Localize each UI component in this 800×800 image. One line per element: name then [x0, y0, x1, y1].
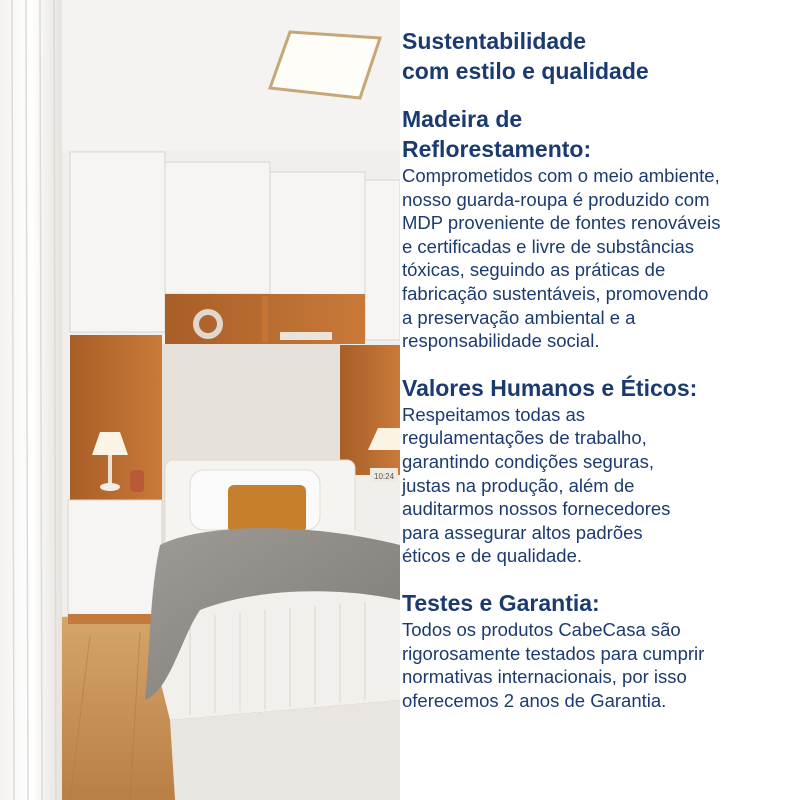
- upper-cabinet-middle: [165, 162, 270, 294]
- section-body-line: nosso guarda-roupa é produzido com: [402, 188, 710, 210]
- main-title: [402, 26, 794, 86]
- section-body-line: normativas internacionais, por isso: [402, 666, 687, 688]
- cushion: [228, 485, 306, 533]
- right-niche: [340, 345, 400, 475]
- section-body-line: justas na produção, além de: [402, 474, 635, 496]
- section-body-line: éticos e de qualidade.: [402, 545, 582, 567]
- section-body-line: e certificadas e livre de substâncias: [402, 235, 695, 257]
- section-human-values: [402, 373, 794, 568]
- section-body-line: garantindo condições seguras,: [402, 450, 654, 472]
- section-body-line: oferecemos 2 anos de Garantia.: [402, 689, 667, 711]
- section-body-line: auditarmos nossos fornecedores: [402, 498, 671, 520]
- ceiling-light: [270, 32, 380, 98]
- clock-text: 10:24: [374, 472, 395, 481]
- section-body-line: para assegurar altos padrões: [402, 521, 643, 543]
- main-title-line-1: Sustentabilidade: [402, 28, 587, 54]
- section-body-line: a preservação ambiental e a: [402, 306, 636, 328]
- section-body-line: tóxicas, seguindo as práticas de: [402, 259, 666, 281]
- vase: [130, 470, 144, 492]
- curtain: [0, 0, 62, 800]
- upper-cabinet-right: [270, 172, 365, 298]
- upper-cabinet-edge: [365, 180, 400, 340]
- books: [280, 332, 332, 340]
- section-heading-line: Reflorestamento:: [402, 136, 592, 162]
- section-reforestation: [402, 104, 794, 353]
- section-body-line: MDP proveniente de fontes renováveis: [402, 212, 721, 234]
- section-heading-line: Madeira de: [402, 106, 523, 132]
- section-body-line: responsabilidade social.: [402, 330, 600, 352]
- section-body-line: Respeitamos todas as: [402, 403, 586, 425]
- section-body-line: regulamentações de trabalho,: [402, 427, 647, 449]
- section-body-line: fabricação sustentáveis, promovendo: [402, 282, 709, 304]
- upper-cabinet-left: [70, 152, 165, 332]
- section-heading-line: Valores Humanos e Éticos:: [402, 374, 698, 401]
- lower-cabinet-left: [68, 500, 162, 618]
- section-heading-line: Testes e Garantia:: [402, 589, 600, 616]
- main-title-line-2: com estilo e qualidade: [402, 58, 649, 84]
- section-body-line: rigorosamente testados para cumprir: [402, 642, 705, 664]
- section-body-line: Comprometidos com o meio ambiente,: [402, 165, 720, 186]
- section-body-line: Todos os produtos CabeCasa são: [402, 618, 681, 640]
- left-niche: [70, 335, 162, 500]
- section-testing-warranty: [402, 588, 794, 712]
- text-column: [402, 26, 794, 732]
